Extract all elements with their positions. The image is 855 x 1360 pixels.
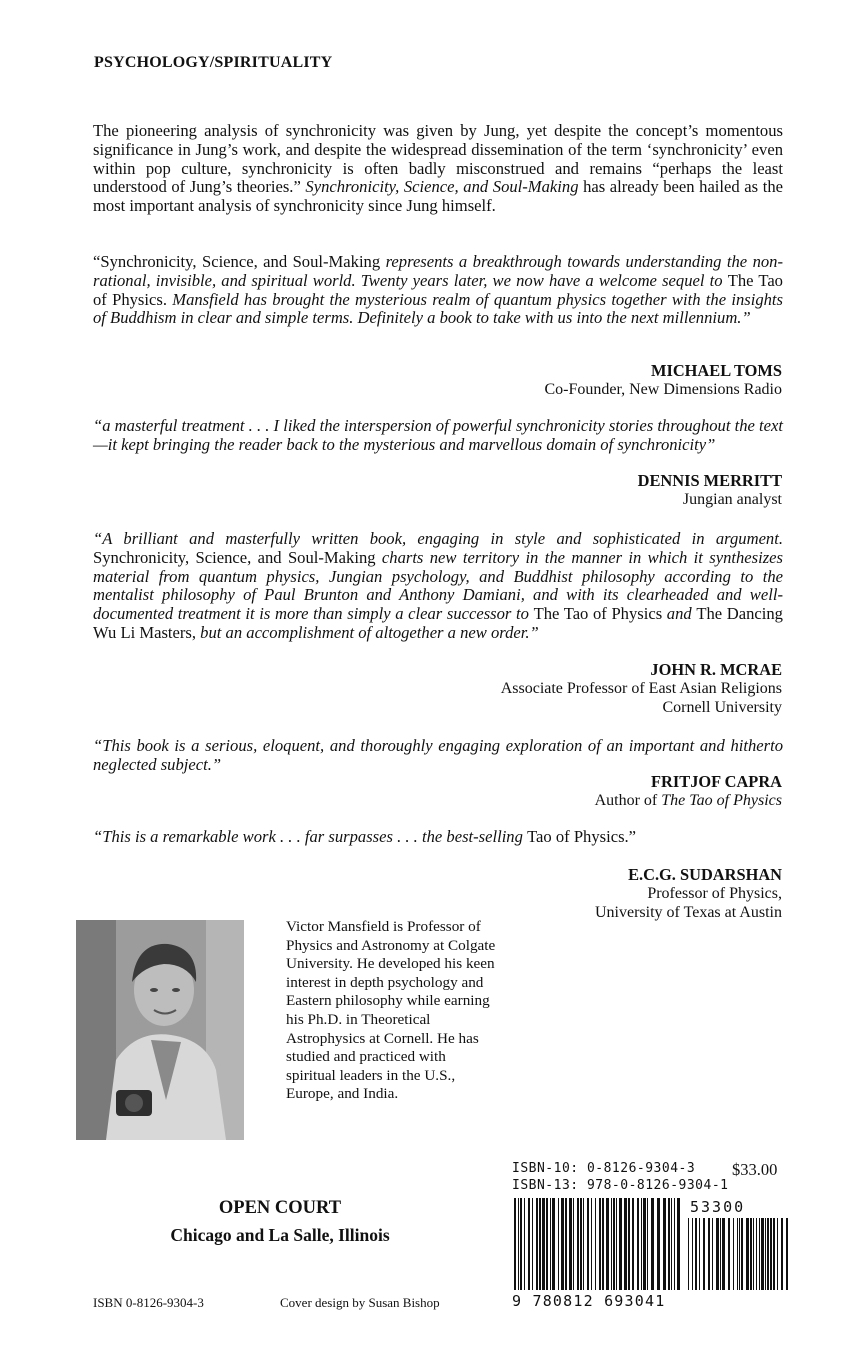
barcode-bar bbox=[536, 1198, 538, 1290]
addon-bar bbox=[737, 1218, 738, 1290]
addon-bar bbox=[767, 1218, 769, 1290]
author-photo bbox=[76, 920, 244, 1140]
addon-bar bbox=[699, 1218, 700, 1290]
quote-5 bbox=[93, 828, 783, 847]
barcode-bar bbox=[611, 1198, 612, 1290]
barcode-bar bbox=[583, 1198, 584, 1290]
barcode-bar bbox=[641, 1198, 642, 1290]
barcode-bar bbox=[619, 1198, 622, 1290]
ean-number: 9 780812 693041 bbox=[512, 1292, 666, 1310]
attribution-affiliation: University of Texas at Austin bbox=[594, 903, 782, 921]
attribution-4 bbox=[595, 773, 782, 811]
addon-bar bbox=[741, 1218, 743, 1290]
attribution-affiliation: Cornell University bbox=[662, 698, 782, 716]
quote-text: charts new territory in the manner in which it synthesizes material from quantum physics, Jungian psychology, and Buddhist philosophy according to the mentalist philosophy of Paul Brunton and Anthony Damiani, and with its clearheaded and well-documented treatment it is more than simply a clear successor to bbox=[93, 547, 783, 624]
barcode-bar bbox=[595, 1198, 596, 1290]
isbn-block bbox=[512, 1160, 787, 1194]
barcode-bar bbox=[671, 1198, 672, 1290]
footer-isbn: ISBN 0-8126-9304-3 bbox=[93, 1295, 204, 1310]
barcode-bar bbox=[657, 1198, 660, 1290]
blurb-text-end: has already been hailed as the most important analysis of synchronicity since Jung himself. bbox=[93, 177, 783, 216]
addon-bar bbox=[777, 1218, 778, 1290]
barcode-bar bbox=[587, 1198, 589, 1290]
quote-1 bbox=[93, 253, 783, 328]
barcode-bar bbox=[616, 1198, 617, 1290]
quote-2 bbox=[93, 417, 783, 455]
quote-text: The Dancing Wu Li Masters, bbox=[93, 604, 783, 642]
barcode-bar bbox=[674, 1198, 675, 1290]
quote-text: and bbox=[666, 604, 697, 624]
publisher bbox=[120, 1196, 440, 1250]
addon-bar bbox=[733, 1218, 734, 1290]
quote-text: represents a breakthrough towards understanding the non-rational, invisible, and spiritual world. Twenty years later, we now have a welcome sequel to bbox=[93, 252, 783, 290]
addon-bar bbox=[753, 1218, 754, 1290]
publisher-location: Chicago and La Salle, Illinois bbox=[170, 1225, 390, 1245]
quote-text: “a masterful treatment . . . I liked the interspersion of powerful synchronicity stories throughout the text—it kept bringing the reader back to the mysterious and marvellous domain of synchronicity” bbox=[93, 416, 783, 454]
barcode-bar bbox=[561, 1198, 564, 1290]
addon-bar bbox=[750, 1218, 752, 1290]
quote-text: “Synchronicity, Science, and Soul-Making bbox=[93, 252, 386, 271]
barcode-bar bbox=[569, 1198, 572, 1290]
barcode-bar bbox=[591, 1198, 592, 1290]
attribution-title: Associate Professor of East Asian Religions bbox=[500, 679, 782, 697]
barcode-bar bbox=[637, 1198, 639, 1290]
description-blurb bbox=[93, 122, 783, 216]
barcode-bar bbox=[524, 1198, 525, 1290]
attribution-title: Co-Founder, New Dimensions Radio bbox=[544, 380, 782, 398]
barcode-bar bbox=[599, 1198, 601, 1290]
quote-text: Tao of Physics.” bbox=[527, 827, 637, 846]
barcode-bar bbox=[580, 1198, 582, 1290]
barcode-bar bbox=[663, 1198, 666, 1290]
attribution-name: E.C.G. SUDARSHAN bbox=[628, 865, 782, 884]
publisher-name: OPEN COURT bbox=[218, 1198, 342, 1218]
addon-bar bbox=[716, 1218, 719, 1290]
quote-text: The Tao of Physics. bbox=[93, 270, 783, 309]
addon-bar bbox=[712, 1218, 713, 1290]
blurb-text: The pioneering analysis of synchronicity was given by Jung, yet despite the concept’s momentous significance in Jung’s work, and despite the widespread dissemination of the term ‘synchronicity’ even within pop culture, synchronicity is often badly misconstrued and remains “perhaps the least understood of Jung’s theories.” bbox=[93, 121, 783, 197]
quote-text: but an accomplishment of altogether a new order.” bbox=[200, 622, 539, 642]
addon-bar bbox=[688, 1218, 689, 1290]
attribution-title: Professor of Physics, bbox=[647, 884, 782, 902]
isbn-10: ISBN-10: 0-8126-9304-3 bbox=[512, 1161, 696, 1176]
quote-3 bbox=[93, 530, 783, 643]
attribution-name: FRITJOF CAPRA bbox=[651, 772, 782, 791]
attribution-title: Jungian analyst bbox=[682, 490, 782, 508]
category-heading: PSYCHOLOGY/SPIRITUALITY bbox=[94, 54, 333, 71]
barcode-bar bbox=[613, 1198, 615, 1290]
addon-bar bbox=[786, 1218, 788, 1290]
quote-4 bbox=[93, 737, 783, 775]
quote-text: “This book is a serious, eloquent, and thoroughly engaging exploration of an important and hitherto neglected subject.” bbox=[93, 736, 783, 774]
author-bio: Victor Mansfield is Professor of Physics and Astronomy at Colgate University. He developed his keen interest in depth psychology and Eastern philosophy while earning his Ph.D. in Theoretical Astrophysics at Cornell. He has studied and practiced with spiritual leaders in the U.S., Europe, and India. bbox=[286, 918, 496, 1103]
attribution-5 bbox=[595, 866, 782, 922]
quote-text: The Tao of Physics bbox=[533, 604, 667, 624]
quote-text: “This is a remarkable work . . . far surpasses . . . the best-selling bbox=[93, 827, 528, 846]
addon-bar bbox=[781, 1218, 783, 1290]
quote-text: “A brilliant and masterfully written book, engaging in style and sophisticated in argument. bbox=[93, 529, 783, 548]
attribution-name: MICHAEL TOMS bbox=[650, 361, 782, 380]
barcode-bar bbox=[577, 1198, 579, 1290]
addon-bar bbox=[770, 1218, 772, 1290]
barcode-bar bbox=[558, 1198, 559, 1290]
addon-bar bbox=[708, 1218, 710, 1290]
addon-bar bbox=[692, 1218, 693, 1290]
barcode-bar bbox=[624, 1198, 627, 1290]
addon-bar bbox=[728, 1218, 730, 1290]
addon-bar bbox=[703, 1218, 705, 1290]
barcode-bar bbox=[651, 1198, 654, 1290]
addon-bar bbox=[756, 1218, 757, 1290]
attribution-name: DENNIS MERRITT bbox=[637, 471, 782, 490]
isbn-13: ISBN-13: 978-0-8126-9304-1 bbox=[512, 1178, 729, 1193]
barcode-bar bbox=[602, 1198, 604, 1290]
addon-bar bbox=[739, 1218, 740, 1290]
barcode-bar bbox=[628, 1198, 630, 1290]
attribution-title: Author of The Tao of Physics bbox=[594, 791, 782, 809]
barcode-bar bbox=[520, 1198, 522, 1290]
barcode-bar bbox=[539, 1198, 541, 1290]
quote-text: Synchronicity, Science, and Soul-Making bbox=[93, 547, 382, 567]
barcode-bar bbox=[546, 1198, 548, 1290]
addon-bar bbox=[759, 1218, 760, 1290]
barcode-bar bbox=[550, 1198, 551, 1290]
barcode-bar bbox=[514, 1198, 516, 1290]
attribution-1 bbox=[544, 362, 782, 400]
addon-bar bbox=[722, 1218, 725, 1290]
barcode-bar bbox=[532, 1198, 533, 1290]
barcode-bar bbox=[528, 1198, 530, 1290]
addon-bar bbox=[765, 1218, 766, 1290]
barcode-bar bbox=[573, 1198, 574, 1290]
addon-bar bbox=[773, 1218, 775, 1290]
barcode-bar bbox=[565, 1198, 567, 1290]
barcode-bar bbox=[647, 1198, 648, 1290]
addon-number: 53300 bbox=[690, 1198, 746, 1216]
barcode-bar bbox=[668, 1198, 670, 1290]
barcode-bar bbox=[632, 1198, 634, 1290]
barcode-bar bbox=[606, 1198, 609, 1290]
barcode-bar bbox=[542, 1198, 545, 1290]
addon-bar bbox=[746, 1218, 749, 1290]
barcode bbox=[512, 1196, 792, 1316]
cover-design-credit: Cover design by Susan Bishop bbox=[280, 1295, 440, 1310]
attribution-2 bbox=[638, 472, 782, 510]
barcode-bar bbox=[518, 1198, 519, 1290]
barcode-bar bbox=[677, 1198, 680, 1290]
quote-text: Mansfield has brought the mysterious realm of quantum physics together with the insights of Buddhism in clear and simple terms. Definitely a book to take with us into the next millennium.” bbox=[93, 289, 783, 328]
barcode-bar bbox=[643, 1198, 646, 1290]
blurb-book-title: Synchronicity, Science, and Soul-Making bbox=[305, 177, 579, 197]
barcode-bar bbox=[552, 1198, 555, 1290]
addon-bar bbox=[720, 1218, 721, 1290]
addon-bar bbox=[695, 1218, 697, 1290]
attribution-3 bbox=[501, 661, 782, 717]
addon-bar bbox=[761, 1218, 764, 1290]
attribution-name: JOHN R. MCRAE bbox=[650, 660, 782, 679]
price: $33.00 bbox=[732, 1160, 778, 1179]
